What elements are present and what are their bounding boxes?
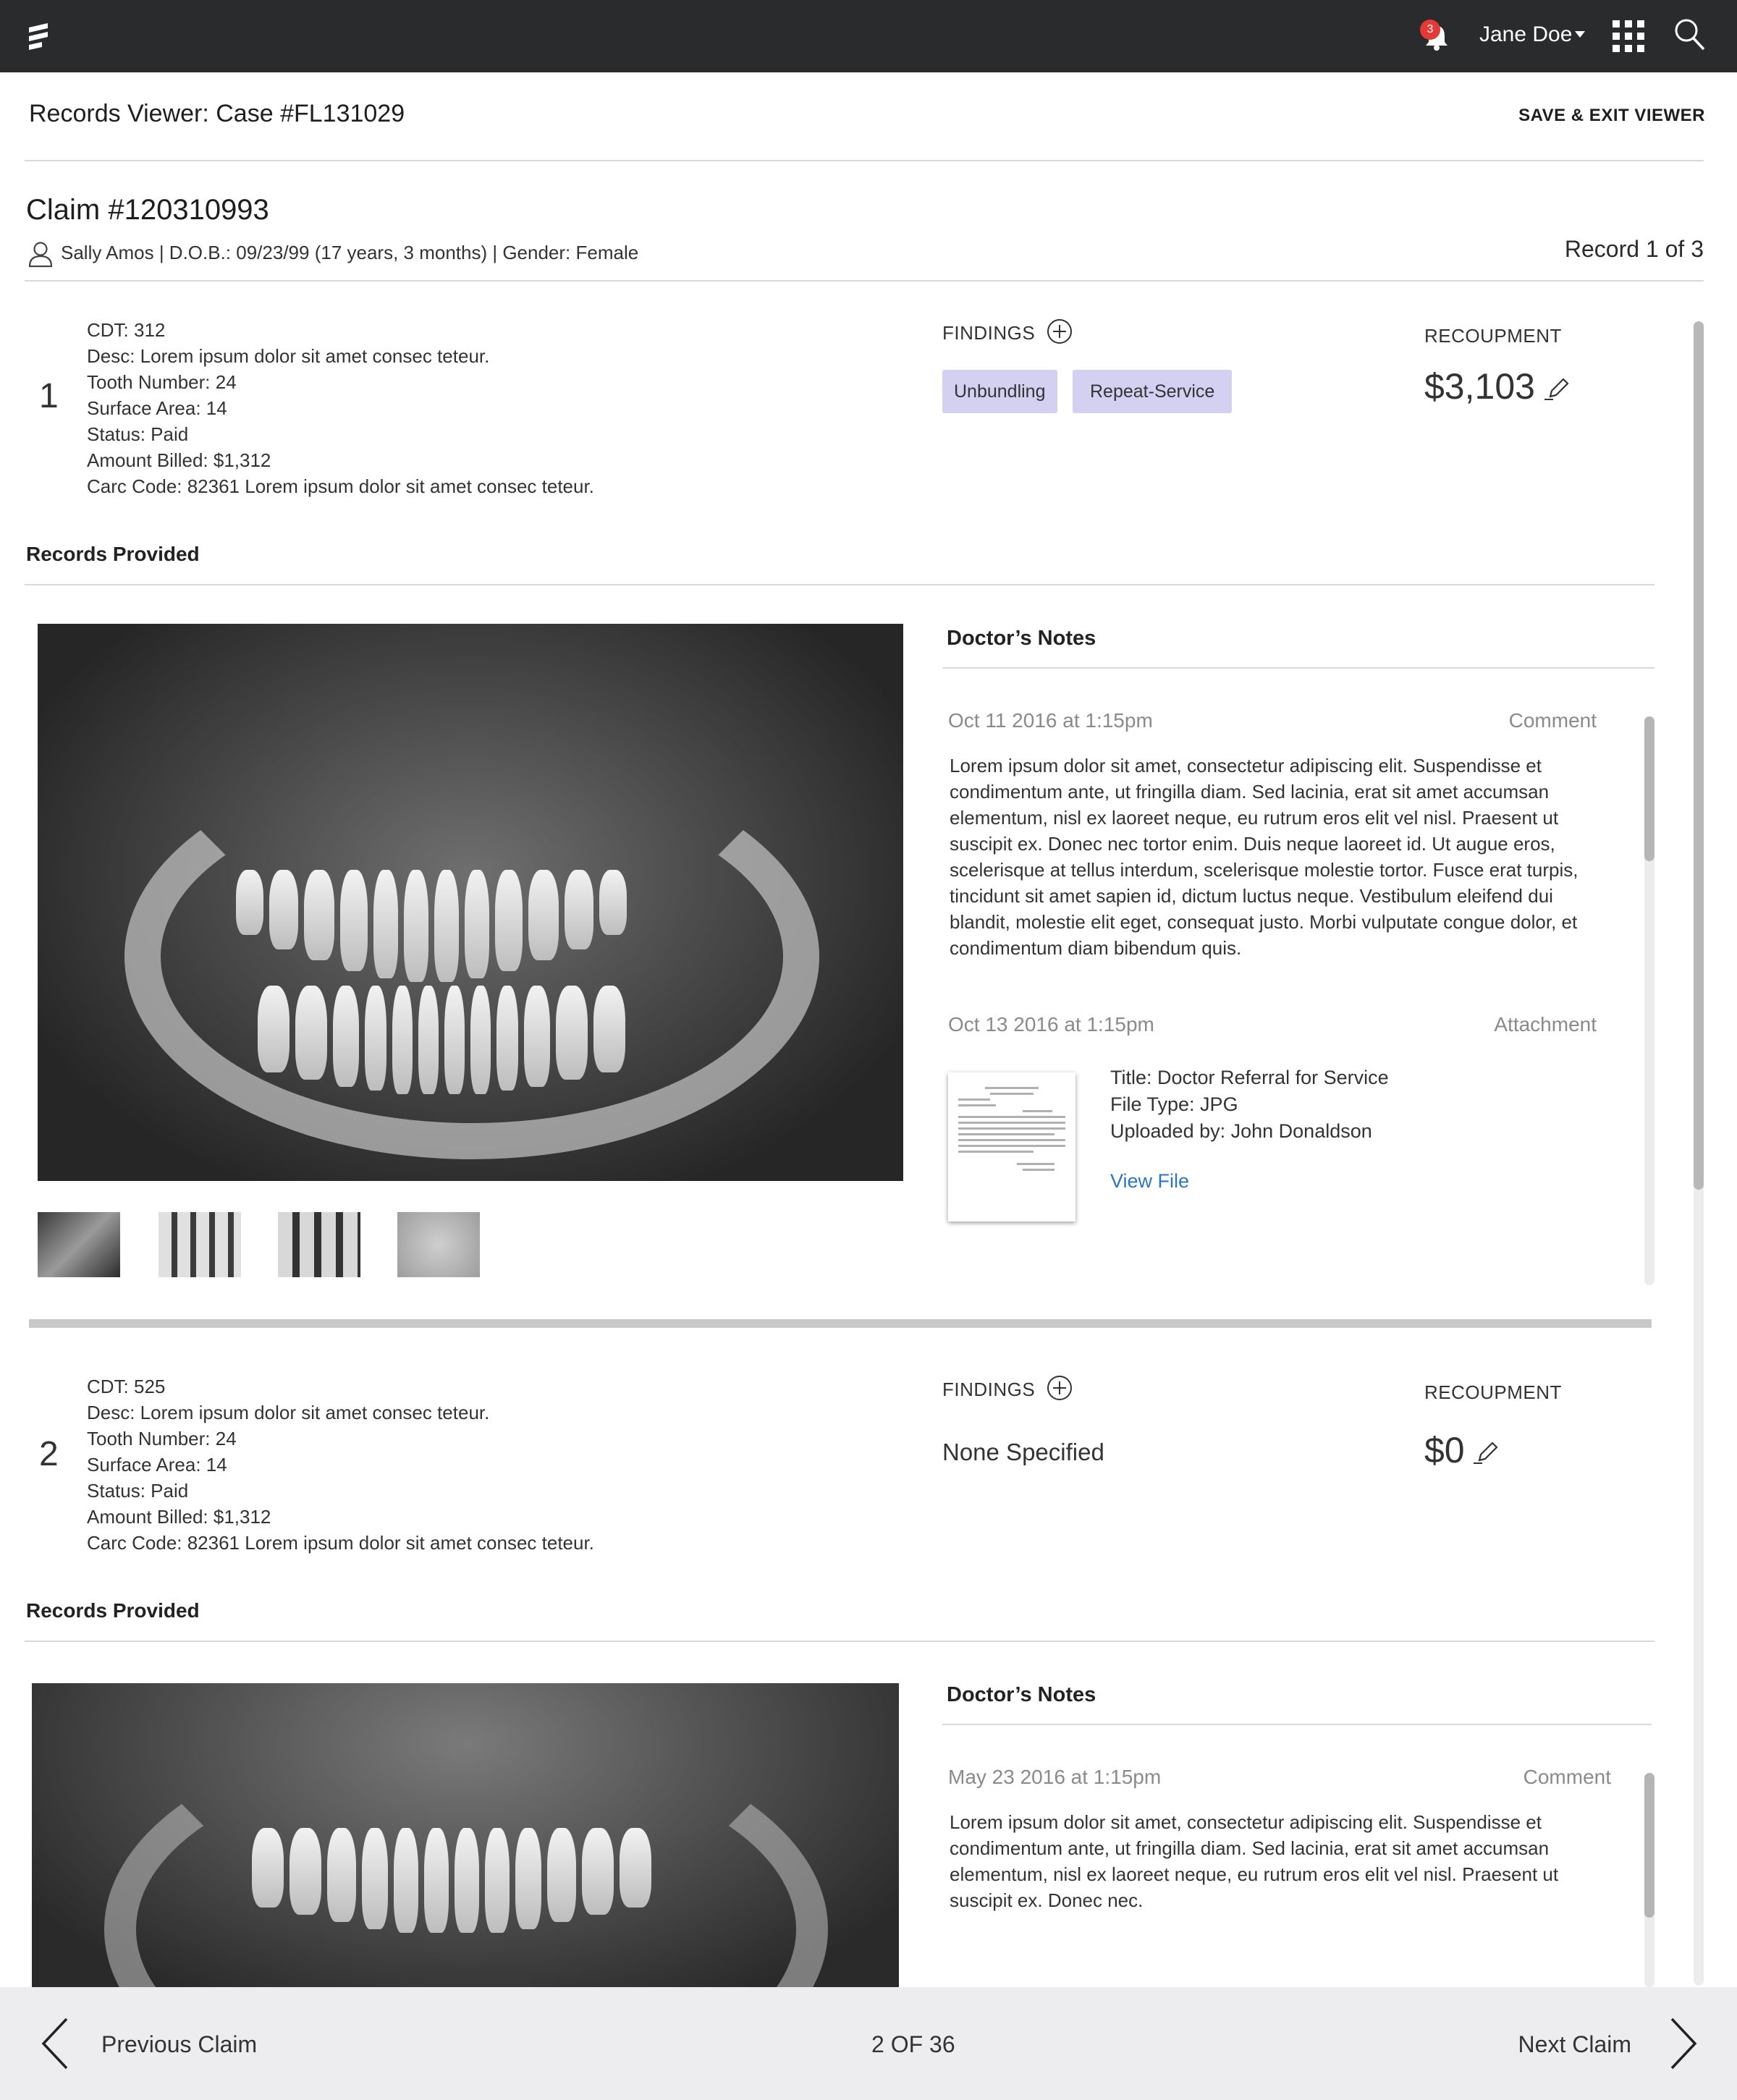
detail-amount-billed: Amount Billed: $1,312 bbox=[87, 1506, 271, 1528]
edit-pencil-icon[interactable] bbox=[1543, 375, 1569, 402]
chevron-left-icon[interactable] bbox=[39, 2016, 71, 2071]
search-icon[interactable] bbox=[1673, 17, 1705, 52]
detail-tooth-number: Tooth Number: 24 bbox=[87, 371, 237, 393]
record-details bbox=[87, 1373, 594, 1556]
person-icon bbox=[28, 240, 54, 268]
note-date: Oct 13 2016 at 1:15pm bbox=[948, 1013, 1154, 1036]
detail-desc: Desc: Lorem ipsum dolor sit amet consec teteur. bbox=[87, 1402, 490, 1423]
header-divider bbox=[25, 160, 1704, 161]
claim-pager: 2 OF 36 bbox=[871, 2031, 955, 2057]
records-divider bbox=[25, 1640, 1654, 1642]
add-finding-icon[interactable] bbox=[1047, 1375, 1073, 1401]
finding-chip-repeat-service[interactable]: Repeat-Service bbox=[1073, 370, 1232, 413]
xray-thumbnail[interactable] bbox=[38, 1212, 120, 1277]
note-text: Lorem ipsum dolor sit amet, consectetur adipiscing elit. Suspendisse et condimentum ante, ut fringilla diam. Sed lacinia, erat sit amet accumsan elementum, nisl ex laoreet neque, eu rutrum eros elit vel nisl. Praesent ut suscipit ex. Donec nec tortor enim. Duis neque laoreet id. Ut augue eros, scelerisque at tellus interdum, scelerisque molestie tortor. Fusce erat turpis, tincidunt sit amet sapien id, dictum luctus neque. Vestibulum eleifend dui blandit, molestie elit eget, consequat justo. Morbi vulputate congue dolor, et condimentum diam bibendum quis. bbox=[950, 755, 1578, 959]
detail-carc-code: Carc Code: 82361 Lorem ipsum dolor sit amet consec teteur. bbox=[87, 475, 594, 497]
chevron-right-icon[interactable] bbox=[1668, 2016, 1699, 2071]
brand-logo-icon[interactable] bbox=[26, 22, 51, 51]
dental-xray-image[interactable] bbox=[32, 1683, 899, 1987]
doctors-notes-heading: Doctor’s Notes bbox=[947, 627, 1096, 650]
claim-title: Claim #120310993 bbox=[26, 194, 269, 226]
chevron-down-icon[interactable] bbox=[1575, 31, 1585, 38]
findings-label: FINDINGS bbox=[942, 1379, 1036, 1400]
records-provided-heading: Records Provided bbox=[26, 1599, 200, 1622]
view-file-link[interactable]: View File bbox=[1110, 1170, 1190, 1192]
attachment-document-thumbnail[interactable] bbox=[948, 1072, 1075, 1222]
finding-chip-unbundling[interactable]: Unbundling bbox=[942, 370, 1057, 413]
notes-scrollbar-thumb[interactable] bbox=[1644, 716, 1654, 861]
detail-cdt: CDT: 312 bbox=[87, 319, 166, 341]
notes-divider bbox=[942, 667, 1654, 669]
edit-pencil-icon[interactable] bbox=[1472, 1439, 1498, 1466]
user-menu-name[interactable]: Jane Doe bbox=[1479, 22, 1573, 46]
add-finding-icon[interactable] bbox=[1047, 318, 1073, 344]
attachment-meta bbox=[1110, 1064, 1389, 1145]
doctors-notes-heading: Doctor’s Notes bbox=[947, 1683, 1096, 1706]
xray-thumbnail[interactable] bbox=[159, 1212, 241, 1277]
xray-thumbnail[interactable] bbox=[278, 1212, 360, 1277]
record-details bbox=[87, 317, 594, 499]
attachment-uploaded-by: Uploaded by: John Donaldson bbox=[1110, 1120, 1372, 1142]
detail-cdt: CDT: 525 bbox=[87, 1376, 166, 1397]
attachment-title: Title: Doctor Referral for Service bbox=[1110, 1067, 1389, 1088]
page-scrollbar-thumb[interactable] bbox=[1694, 321, 1704, 1190]
record-number: 1 bbox=[39, 377, 59, 415]
record-separator bbox=[29, 1319, 1652, 1328]
note-date: Oct 11 2016 at 1:15pm bbox=[948, 709, 1153, 732]
claim-divider bbox=[25, 280, 1704, 281]
findings-label: FINDINGS bbox=[942, 322, 1036, 344]
record-number: 2 bbox=[39, 1435, 59, 1473]
save-exit-viewer-button[interactable]: SAVE & EXIT VIEWER bbox=[1518, 106, 1705, 125]
note-text: Lorem ipsum dolor sit amet, consectetur adipiscing elit. Suspendisse et condimentum ante, ut fringilla diam. Sed lacinia, erat sit amet accumsan elementum, nisl ex laoreet neque, eu rutrum eros elit vel nisl. Praesent ut suscipit ex. Donec nec. bbox=[950, 1811, 1559, 1911]
recoupment-amount: $3,103 bbox=[1424, 366, 1535, 407]
note-type: Comment bbox=[1523, 1766, 1611, 1788]
note-type: Attachment bbox=[1494, 1013, 1597, 1036]
detail-surface-area: Surface Area: 14 bbox=[87, 1454, 227, 1475]
next-claim-button[interactable]: Next Claim bbox=[1518, 2031, 1631, 2057]
dental-xray-image[interactable] bbox=[38, 624, 903, 1181]
recoupment-label: RECOUPMENT bbox=[1424, 1381, 1562, 1403]
recoupment-amount: $0 bbox=[1424, 1430, 1465, 1470]
notes-scrollbar-thumb[interactable] bbox=[1644, 1773, 1654, 1918]
records-provided-heading: Records Provided bbox=[26, 543, 200, 565]
record-counter: Record 1 of 3 bbox=[1564, 236, 1704, 262]
records-divider bbox=[25, 584, 1654, 585]
previous-claim-button[interactable]: Previous Claim bbox=[101, 2031, 258, 2057]
top-navigation-bar bbox=[0, 0, 1737, 72]
detail-carc-code: Carc Code: 82361 Lorem ipsum dolor sit amet consec teteur. bbox=[87, 1532, 594, 1554]
detail-amount-billed: Amount Billed: $1,312 bbox=[87, 449, 271, 471]
apps-grid-icon[interactable] bbox=[1613, 20, 1644, 52]
recoupment-label: RECOUPMENT bbox=[1424, 325, 1562, 347]
detail-status: Status: Paid bbox=[87, 423, 189, 445]
claim-navigation-footer bbox=[0, 1987, 1737, 2100]
patient-info: Sally Amos | D.O.B.: 09/23/99 (17 years, 3 months) | Gender: Female bbox=[61, 242, 639, 263]
detail-tooth-number: Tooth Number: 24 bbox=[87, 1428, 237, 1449]
viewer-title: Records Viewer: Case #FL131029 bbox=[29, 100, 405, 127]
notification-count-badge: 3 bbox=[1420, 20, 1440, 40]
notes-divider bbox=[942, 1724, 1652, 1725]
xray-thumbnail[interactable] bbox=[397, 1212, 480, 1277]
findings-none: None Specified bbox=[942, 1439, 1104, 1465]
note-date: May 23 2016 at 1:15pm bbox=[948, 1766, 1162, 1788]
attachment-file-type: File Type: JPG bbox=[1110, 1093, 1238, 1115]
detail-desc: Desc: Lorem ipsum dolor sit amet consec teteur. bbox=[87, 345, 490, 367]
note-type: Comment bbox=[1508, 709, 1597, 732]
detail-status: Status: Paid bbox=[87, 1480, 189, 1502]
detail-surface-area: Surface Area: 14 bbox=[87, 397, 227, 419]
